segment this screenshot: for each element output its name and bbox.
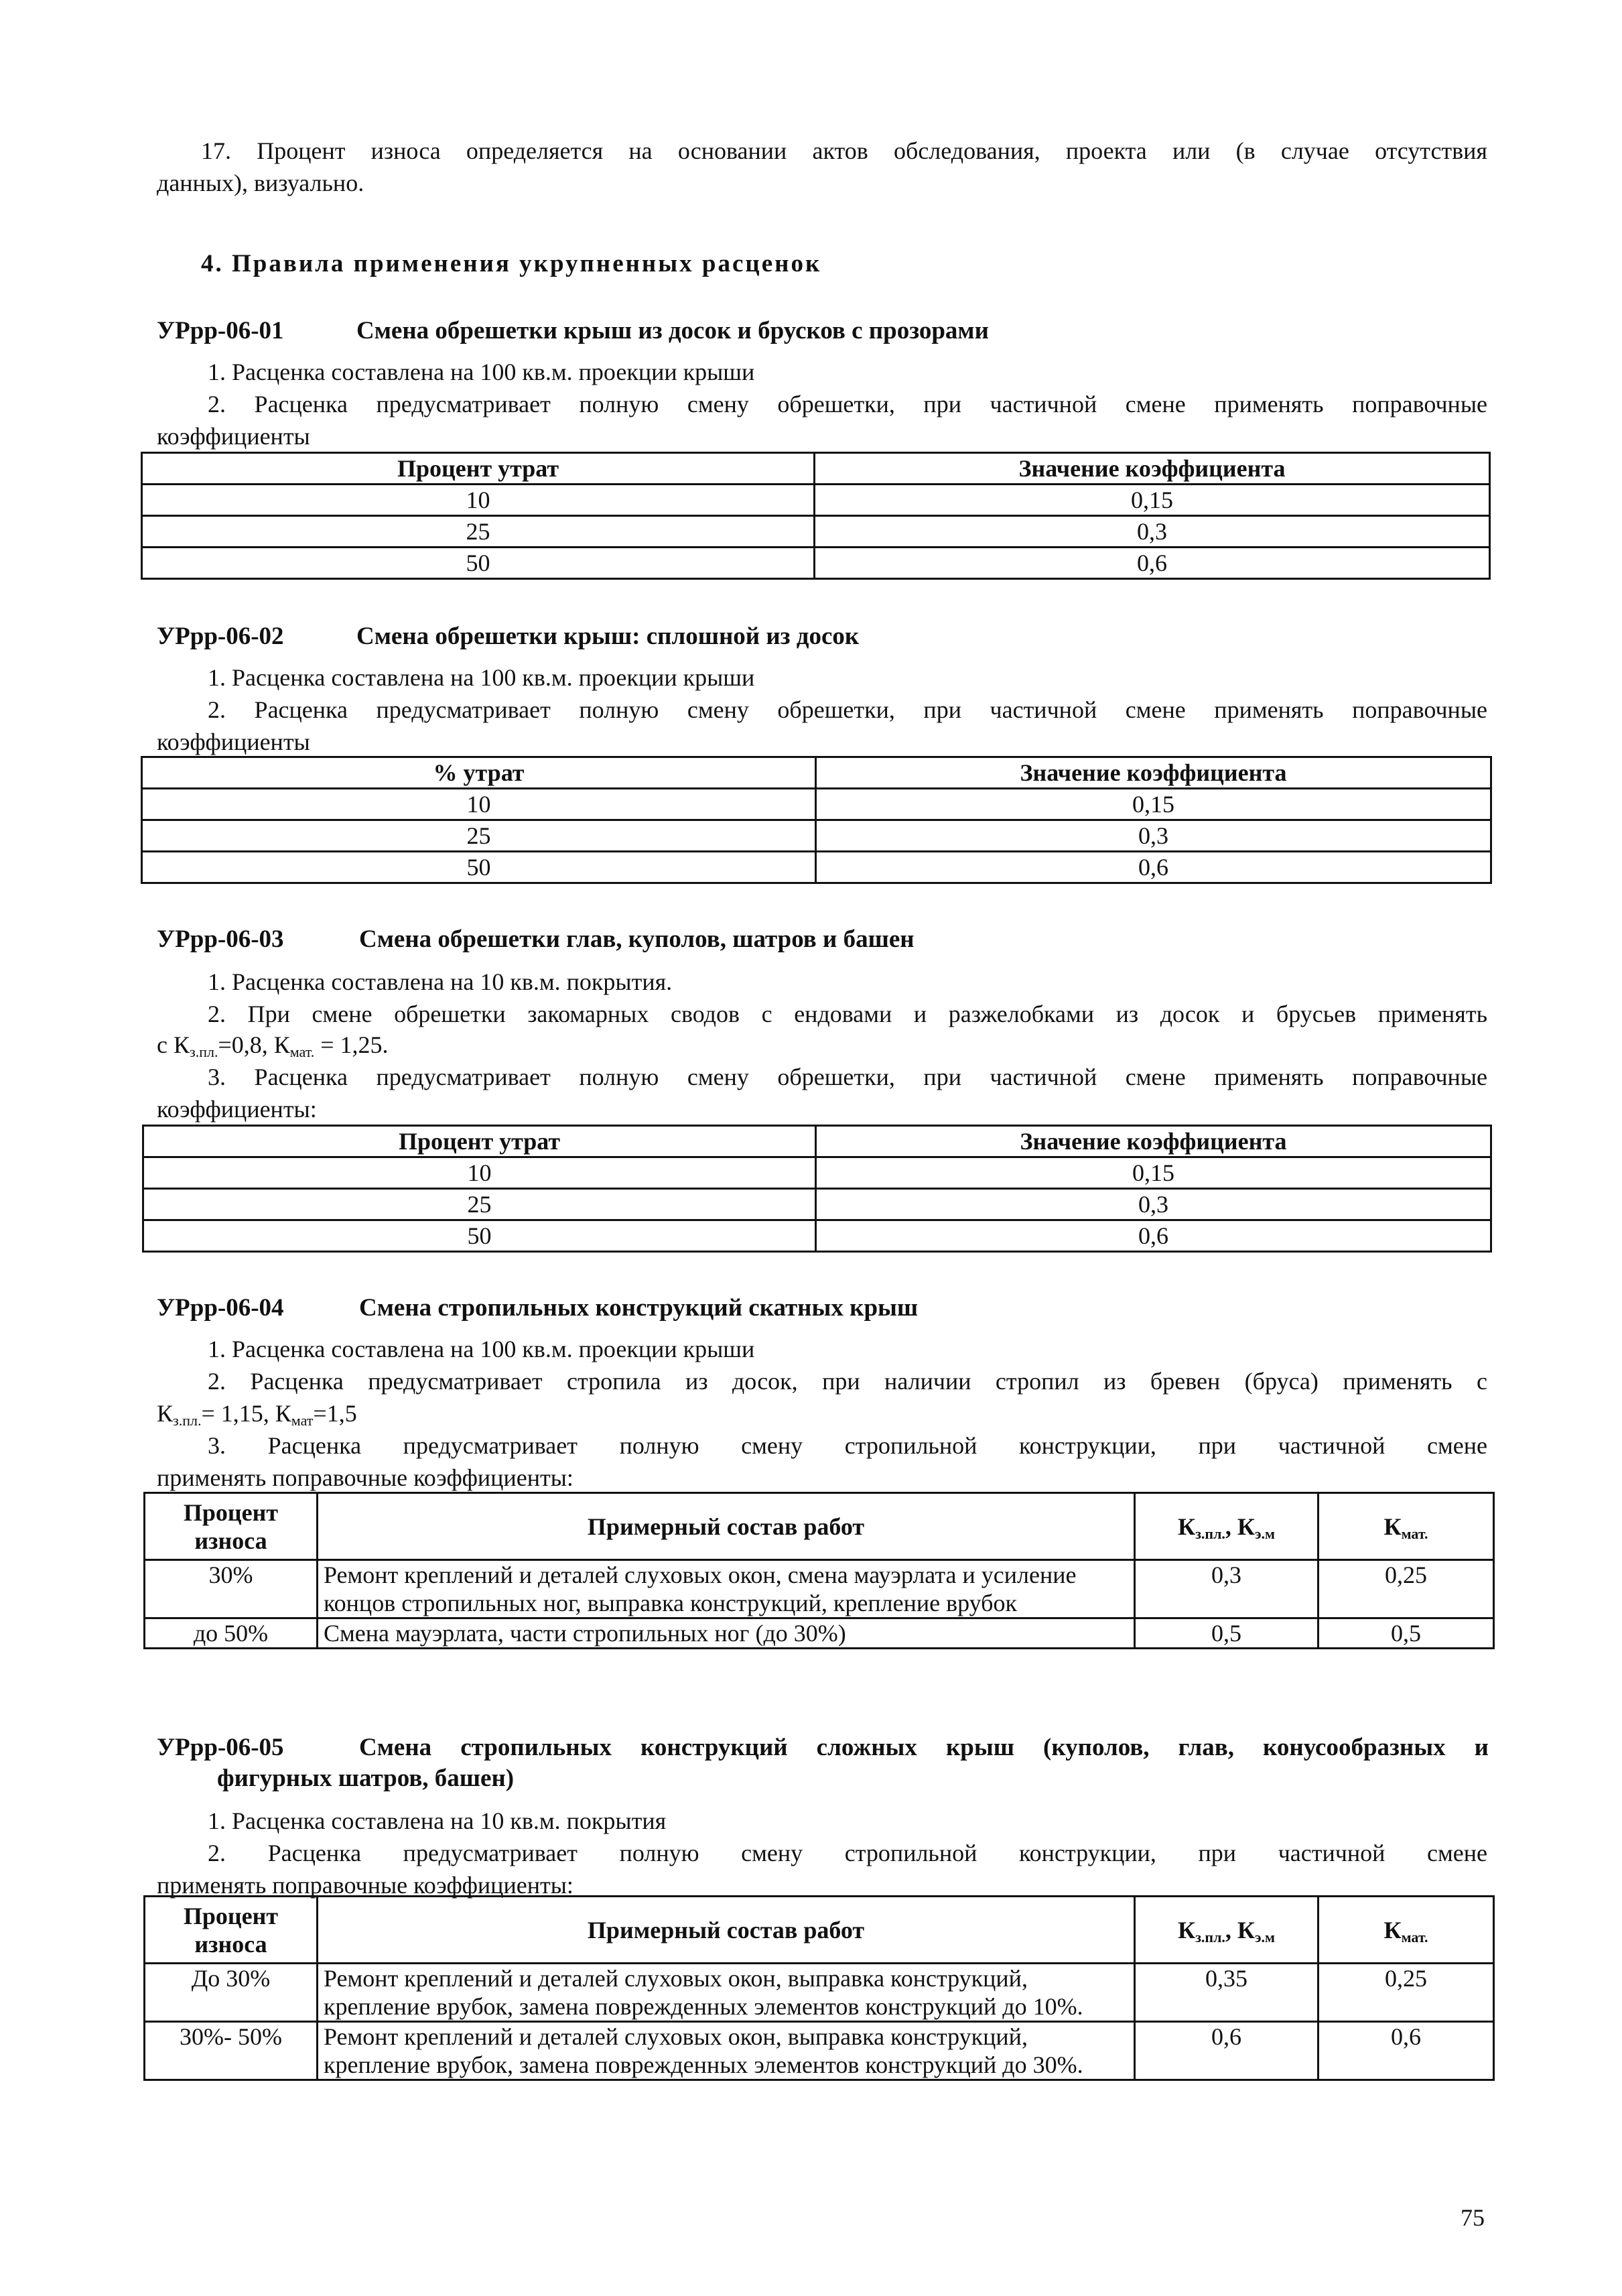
cell-work: Ремонт креплений и деталей слуховых окон, выправка конструкций, крепление врубок, замена поврежденных элементов конструкций до 10%. [318, 1964, 1135, 2022]
cell: 0,3 [815, 516, 1490, 548]
s4-item3a: 3. Расценка предусматривает полную смену стропильной конструкции, при частичной смене [208, 1432, 1487, 1459]
cell: 0,3 [816, 1189, 1491, 1220]
s4-header-pct: Процент износа [145, 1493, 318, 1560]
s4-item2b [157, 1398, 357, 1429]
cell-k1: 0,6 [1135, 2022, 1319, 2080]
s1-item2a: 2. Расценка предусматривает полную смену обрешетки, при частичной смене применять поправочные [208, 391, 1487, 418]
cell-pct: до 50% [145, 1618, 318, 1649]
cell-work: Смена мауэрлата, части стропильных ног (до 30%) [318, 1618, 1135, 1649]
cell-pct: До 30% [145, 1964, 318, 2022]
s4-item2a: 2. Расценка предусматривает стропила из досок, при наличии стропил из бревен (бруса) применять с [208, 1368, 1487, 1395]
s5-item2b: применять поправочные коэффициенты: [157, 1872, 573, 1899]
s3-item2a: 2. При смене обрешетки закомарных сводов с ендовами и разжелобками из досок и брусьев применять [208, 1001, 1487, 1027]
s5-item2a: 2. Расценка предусматривает полную смену стропильной конструкции, при частичной смене [208, 1840, 1487, 1866]
cell: 50 [142, 852, 816, 883]
cell-k1: 0,3 [1135, 1560, 1319, 1618]
s1-code: УРрр-06-01 [157, 317, 284, 344]
table-row [142, 789, 1491, 820]
table-row [143, 1157, 1491, 1189]
s4-header-k2 [1319, 1493, 1494, 1560]
cell-k2: 0,25 [1319, 1560, 1494, 1618]
s3-item1: 1. Расценка составлена на 10 кв.м. покрытия. [208, 968, 673, 995]
s5-code: УРрр-06-05 [157, 1734, 284, 1761]
text: = 1,15, К [201, 1400, 291, 1427]
s2-code: УРрр-06-02 [157, 623, 284, 650]
cell: 25 [142, 820, 816, 852]
s5-title-line2: фигурных шатров, башен) [217, 1765, 515, 1792]
s2-item2b: коэффициенты [157, 728, 310, 755]
subscript: з.пл. [1195, 1928, 1225, 1946]
s1-item2b: коэффициенты [157, 423, 310, 450]
text: К [1383, 1916, 1402, 1943]
cell: 50 [143, 1220, 816, 1252]
s5-header-work: Примерный состав работ [318, 1897, 1135, 1964]
text: = 1,25. [314, 1031, 389, 1058]
subscript: мат. [1401, 1928, 1428, 1946]
text: =1,5 [313, 1400, 357, 1427]
subscript: мат. [1401, 1525, 1428, 1542]
s1-title: Смена обрешетки крыш из досок и брусков с прозорами [356, 317, 989, 344]
subscript: мат. [289, 1043, 315, 1060]
paragraph-17-line1: 17. Процент износа определяется на основании актов обследования, проекта или (в случае отсутствия [201, 137, 1487, 164]
s2-header-coef: Значение коэффициента [816, 757, 1491, 789]
text: , К [1225, 1916, 1256, 1943]
subscript: э.м [1255, 1525, 1276, 1542]
s5-header-k2 [1319, 1897, 1494, 1964]
cell-k1: 0,5 [1135, 1618, 1319, 1649]
cell-pct: 30%- 50% [145, 2022, 318, 2080]
s2-coefficient-table [141, 756, 1492, 884]
text: К [1383, 1513, 1402, 1540]
s4-title: Смена стропильных конструкций скатных крыш [359, 1294, 919, 1322]
text: К [1177, 1916, 1196, 1943]
cell: 10 [143, 1157, 816, 1189]
table-row [143, 1220, 1491, 1252]
subscript: мат [291, 1412, 314, 1429]
table-row [142, 820, 1491, 852]
cell: 25 [142, 516, 815, 548]
s2-item1: 1. Расценка составлена на 100 кв.м. проекции крыши [208, 664, 755, 691]
section-heading: 4. Правила применения укрупненных расценок [201, 250, 822, 277]
cell: 10 [142, 789, 816, 820]
cell: 0,6 [815, 548, 1490, 579]
s2-header-loss: % утрат [142, 757, 816, 789]
cell: 50 [142, 548, 815, 579]
s1-coefficient-table [141, 452, 1491, 580]
s4-code: УРрр-06-04 [157, 1294, 284, 1322]
cell: 0,15 [815, 485, 1490, 516]
table-row [145, 2022, 1494, 2080]
table-row [142, 548, 1490, 579]
text: К [157, 1400, 174, 1427]
s2-title: Смена обрешетки крыш: сплошной из досок [356, 623, 860, 650]
table-row [142, 516, 1490, 548]
subscript: з.пл. [173, 1412, 202, 1429]
s1-header-coef: Значение коэффициента [815, 453, 1490, 485]
cell-k1: 0,35 [1135, 1964, 1319, 2022]
cell: 0,15 [816, 1157, 1491, 1189]
paragraph-17-line2: данных), визуально. [157, 170, 364, 196]
s5-header-pct: Процент износа [145, 1897, 318, 1964]
s3-item2b [157, 1029, 389, 1060]
s3-item3a: 3. Расценка предусматривает полную смену обрешетки, при частичной смене применять поправочные [208, 1064, 1487, 1090]
cell-work: Ремонт креплений и деталей слуховых окон, смена мауэрлата и усиление концов стропильных ног, выправка конструкций, крепление врубок [318, 1560, 1135, 1618]
table-row [145, 1560, 1494, 1618]
s3-title: Смена обрешетки глав, куполов, шатров и башен [359, 926, 915, 953]
cell: 0,15 [816, 789, 1491, 820]
s4-item1: 1. Расценка составлена на 100 кв.м. проекции крыши [208, 1336, 755, 1362]
s5-wear-table [143, 1895, 1495, 2081]
table-row [142, 852, 1491, 883]
table-row [143, 1189, 1491, 1220]
s3-header-loss: Процент утрат [143, 1126, 816, 1157]
table-row [145, 1964, 1494, 2022]
cell: 25 [143, 1189, 816, 1220]
cell-k2: 0,5 [1319, 1618, 1494, 1649]
subscript: э.м [1255, 1928, 1276, 1946]
s5-header-k1 [1135, 1897, 1319, 1964]
s1-header-loss: Процент утрат [142, 453, 815, 485]
cell: 0,6 [816, 1220, 1491, 1252]
cell-k2: 0,6 [1319, 2022, 1494, 2080]
s3-item3b: коэффициенты: [157, 1096, 317, 1123]
s5-item1: 1. Расценка составлена на 10 кв.м. покрытия [208, 1807, 667, 1834]
s4-header-work: Примерный состав работ [318, 1493, 1135, 1560]
cell: 0,3 [816, 820, 1491, 852]
s3-header-coef: Значение коэффициента [816, 1126, 1491, 1157]
table-row [142, 485, 1490, 516]
s3-code: УРрр-06-03 [157, 926, 284, 953]
text: с К [157, 1031, 190, 1058]
subscript: з.пл. [190, 1043, 218, 1060]
cell-pct: 30% [145, 1560, 318, 1618]
s5-title-line1: Смена стропильных конструкций сложных крыш (куполов, глав, конусообразных и [359, 1734, 1489, 1761]
s2-item2a: 2. Расценка предусматривает полную смену обрешетки, при частичной смене применять поправочные [208, 696, 1487, 723]
cell-k2: 0,25 [1319, 1964, 1494, 2022]
cell-work: Ремонт креплений и деталей слуховых окон, выправка конструкций, крепление врубок, замена поврежденных элементов конструкций до 30%. [318, 2022, 1135, 2080]
s1-item1: 1. Расценка составлена на 100 кв.м. проекции крыши [208, 359, 755, 385]
text: К [1177, 1513, 1196, 1540]
page-number: 75 [1461, 2204, 1485, 2231]
text: =0,8, К [218, 1031, 290, 1058]
s4-item3b: применять поправочные коэффициенты: [157, 1464, 573, 1491]
cell: 0,6 [816, 852, 1491, 883]
s3-coefficient-table [142, 1125, 1492, 1253]
s4-wear-table [143, 1492, 1495, 1649]
s4-header-k1 [1135, 1493, 1319, 1560]
text: , К [1225, 1513, 1256, 1540]
table-row [145, 1618, 1494, 1649]
subscript: з.пл. [1195, 1525, 1225, 1542]
cell: 10 [142, 485, 815, 516]
